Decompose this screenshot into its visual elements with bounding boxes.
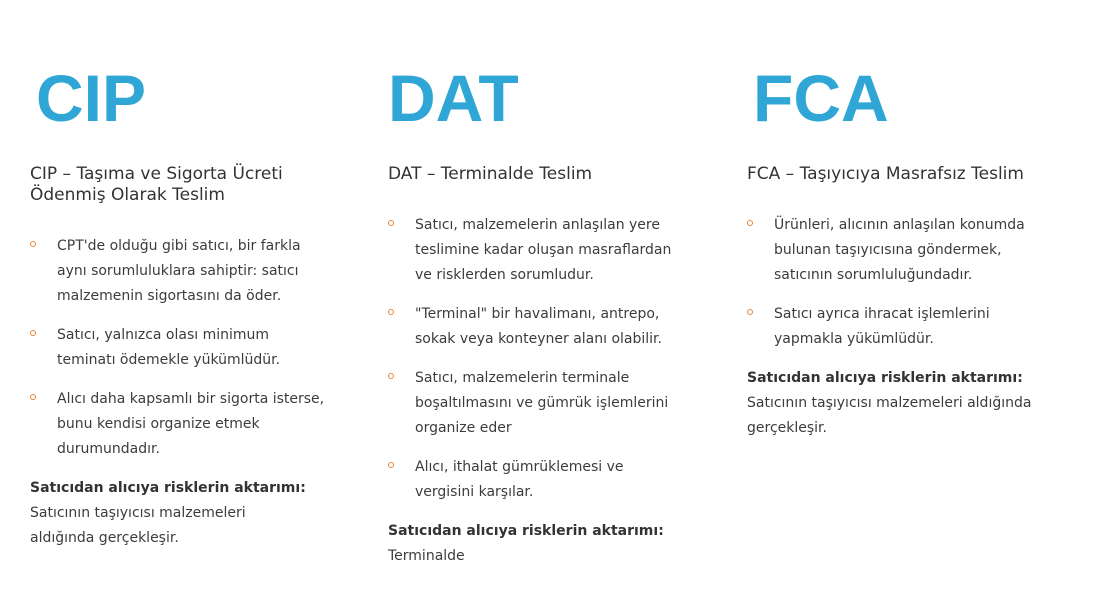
list-item-text: CPT'de olduğu gibi satıcı, bir farkla aynı sorumluluklara sahiptir: satıcı malzemenin sigortasını da öder. (57, 238, 301, 304)
list-item (30, 323, 327, 373)
list-item (747, 302, 1054, 352)
list-item (747, 213, 1054, 288)
subtitle-fca: FCA – Taşıyıcıya Masrafsız Teslim (747, 164, 1024, 184)
subtitle-dat: DAT – Terminalde Teslim (388, 164, 593, 184)
subtitle-cip: CIP – Taşıma ve Sigorta Ücreti Ödenmiş Olarak Teslim (30, 164, 283, 205)
list-item-text: Alıcı daha kapsamlı bir sigorta isterse, bunu kendisi organize etmek durumundadır. (57, 391, 325, 457)
circle-bullet-icon (388, 462, 394, 468)
column-fca (747, 62, 1067, 441)
circle-bullet-icon (388, 373, 394, 379)
list-item-text: Satıcı, yalnızca olası minimum teminatı ödemekle yükümlüdür. (57, 327, 281, 368)
circle-bullet-icon (388, 220, 394, 226)
risk-title-fca: Satıcıdan alıcıya risklerin aktarımı: (747, 370, 1023, 386)
list-item (388, 455, 685, 505)
bullet-list-cip (30, 234, 350, 462)
code-heading-cip: CIP (36, 61, 147, 135)
circle-bullet-icon (747, 220, 753, 226)
risk-text-dat: Terminalde (388, 548, 465, 564)
list-item (30, 387, 327, 462)
column-dat (388, 62, 708, 569)
risk-title-dat: Satıcıdan alıcıya risklerin aktarımı: (388, 523, 664, 539)
column-cip (30, 62, 350, 551)
circle-bullet-icon (388, 309, 394, 315)
list-item-text: Ürünleri, alıcının anlaşılan konumda bulunan taşıyıcısına göndermek, satıcının sorumluluğundadır. (774, 217, 1025, 283)
circle-bullet-icon (30, 241, 36, 247)
list-item-text: Satıcı ayrıca ihracat işlemlerini yapmakla yükümlüdür. (774, 306, 990, 347)
list-item (388, 366, 685, 441)
bullet-list-dat (388, 213, 708, 505)
list-item (30, 234, 327, 309)
risk-text-fca: Satıcının taşıyıcısı malzemeleri aldığında gerçekleşir. (747, 395, 1032, 436)
code-heading-fca: FCA (753, 61, 889, 135)
circle-bullet-icon (30, 394, 36, 400)
risk-title-cip: Satıcıdan alıcıya risklerin aktarımı: (30, 480, 306, 496)
bullet-list-fca (747, 213, 1067, 352)
list-item-text: Alıcı, ithalat gümrüklemesi ve vergisini karşılar. (415, 459, 624, 500)
list-item-text: "Terminal" bir havalimanı, antrepo, sokak veya konteyner alanı olabilir. (415, 306, 662, 347)
circle-bullet-icon (747, 309, 753, 315)
list-item (388, 302, 685, 352)
list-item-text: Satıcı, malzemelerin anlaşılan yere teslimine kadar oluşan masraflardan ve risklerden sorumludur. (415, 217, 672, 283)
list-item (388, 213, 685, 288)
risk-text-cip: Satıcının taşıyıcısı malzemeleri aldığında gerçekleşir. (30, 505, 246, 546)
circle-bullet-icon (30, 330, 36, 336)
code-heading-dat: DAT (388, 61, 519, 135)
list-item-text: Satıcı, malzemelerin terminale boşaltılmasını ve gümrük işlemlerini organize eder (415, 370, 669, 436)
